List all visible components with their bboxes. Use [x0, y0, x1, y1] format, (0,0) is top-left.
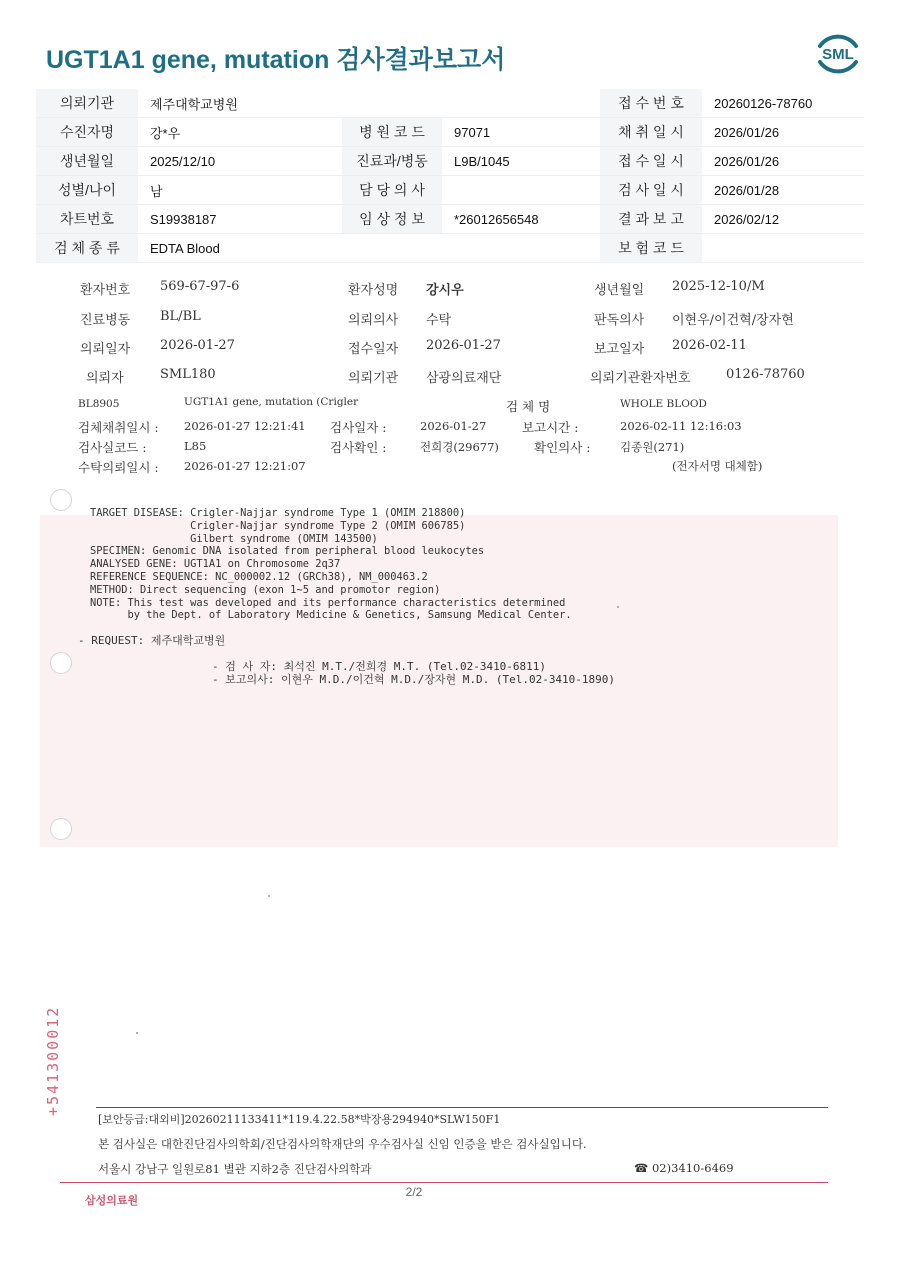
- certification-text: 본 검사실은 대한진단검사의학회/진단검사의학재단의 우수검사실 신임 인증을 받은 검사실입니다.: [98, 1137, 587, 1151]
- report-line: by the Dept. of Laboratory Medicine & Genetics, Samsung Medical Center.: [90, 609, 572, 622]
- info-value: 2026/01/28: [702, 176, 864, 205]
- staff-line: - 검 사 자: 최석진 M.T./전희경 M.T. (Tel.02-3410-6811): [212, 660, 547, 673]
- report-line: METHOD: Direct sequencing (exon 1~5 and promotor region): [90, 583, 441, 596]
- info-value: [702, 234, 864, 263]
- info-label: 보 험 코 드: [600, 234, 702, 263]
- logo-text: SML: [822, 46, 854, 63]
- specimen-name: WHOLE BLOOD: [620, 398, 707, 410]
- info-label: 병 원 코 드: [342, 118, 442, 147]
- info-value: [442, 176, 600, 205]
- referring-doctor: 수탁: [426, 313, 452, 328]
- form-label: 의뢰기관: [348, 371, 399, 386]
- address: 서울시 강남구 일원로81 별관 지하2층 진단검사의학과: [98, 1162, 372, 1176]
- info-value: 2026/01/26: [702, 118, 864, 147]
- punch-hole: [50, 489, 72, 511]
- info-label: 담 당 의 사: [342, 176, 442, 205]
- info-value: S19938187: [138, 205, 342, 234]
- collection-datetime: 2026-01-27 12:21:41: [184, 419, 306, 433]
- test-code: BL8905: [78, 398, 120, 410]
- report-line: TARGET DISEASE: Crigler-Najjar syndrome Type 1 (OMIM 218800): [90, 507, 466, 519]
- info-label: 의뢰기관: [36, 89, 138, 118]
- form-label: 검체채취일시 :: [78, 420, 159, 435]
- patient-name: 강시우: [426, 283, 464, 298]
- info-row: [36, 118, 864, 147]
- info-value: 20260126-78760: [702, 89, 864, 118]
- info-label: 임 상 정 보: [342, 205, 442, 234]
- info-row: [36, 147, 864, 176]
- info-value: 제주대학교병원: [138, 89, 342, 118]
- report-line: Gilbert syndrome (OMIM 143500): [90, 532, 378, 545]
- info-value: 2026/02/12: [702, 205, 864, 234]
- info-label: 진료과/병동: [342, 147, 442, 176]
- patient-number: 569-67-97-6: [160, 279, 240, 294]
- form-label: 수탁의뢰일시 :: [78, 460, 159, 475]
- requester: SML180: [160, 367, 216, 382]
- form-label: 확인의사 :: [534, 440, 591, 455]
- form-label: 접수일자: [348, 342, 399, 357]
- brand-name: 삼성의료원: [85, 1194, 139, 1207]
- form-label: 보고일자: [594, 342, 645, 357]
- info-label: 생년월일: [36, 147, 138, 176]
- info-row: [36, 89, 864, 118]
- footer-divider: [96, 1107, 828, 1108]
- side-serial-number: +541300012: [44, 1005, 62, 1116]
- electronic-signature-note: (전자서명 대체함): [672, 459, 763, 473]
- security-line: [보안등급:대외비]20260211133411*119.4.22.58*박장용294940*SLW150F1: [98, 1113, 501, 1126]
- info-value: *26012656548: [442, 205, 600, 234]
- page-title: UGT1A1 gene, mutation 검사결과보고서: [46, 46, 506, 74]
- form-label: 환자성명: [348, 283, 399, 298]
- birth-date: 2025-12-10/M: [672, 279, 765, 294]
- info-label: 접 수 번 호: [600, 89, 702, 118]
- info-value: 2026/01/26: [702, 147, 864, 176]
- info-row: [36, 205, 864, 234]
- report-line: REFERENCE SEQUENCE: NC_000002.12 (GRCh38), NM_000463.2: [90, 571, 428, 583]
- info-value: EDTA Blood: [138, 234, 342, 263]
- form-label: 의뢰일자: [80, 342, 131, 357]
- exam-confirmer: 전희경(29677): [420, 440, 499, 454]
- form-label: 보고시간 :: [522, 420, 579, 435]
- footer-accent-line: [60, 1182, 828, 1183]
- info-label: 검 체 종 류: [36, 234, 138, 263]
- report-date: 2026-02-11: [672, 338, 747, 353]
- sml-logo: [812, 28, 864, 80]
- form-label: 의뢰자: [86, 371, 124, 386]
- patient-info-table: [36, 89, 864, 263]
- info-value: [442, 234, 600, 263]
- form-label: 의뢰기관환자번호: [590, 371, 691, 386]
- speck: [268, 895, 270, 897]
- outsource-datetime: 2026-01-27 12:21:07: [184, 459, 306, 473]
- exam-date: 2026-01-27: [420, 419, 487, 433]
- receipt-date: 2026-01-27: [426, 338, 501, 353]
- speck: [617, 606, 619, 608]
- form-label: 진료병동: [80, 313, 131, 328]
- info-label: 채 취 일 시: [600, 118, 702, 147]
- info-value: [442, 89, 600, 118]
- request-date: 2026-01-27: [160, 338, 235, 353]
- info-label: 수진자명: [36, 118, 138, 147]
- info-label: 접 수 일 시: [600, 147, 702, 176]
- form-label: 검사일자 :: [330, 420, 387, 435]
- info-label: 결 과 보 고: [600, 205, 702, 234]
- institution-patient-number: 0126-78760: [726, 367, 805, 382]
- info-label: 검 사 일 시: [600, 176, 702, 205]
- report-line: NOTE: This test was developed and its performance characteristics determined: [90, 596, 566, 609]
- form-label: 환자번호: [80, 283, 131, 298]
- form-label: 판독의사: [594, 313, 645, 328]
- speck: [136, 1032, 138, 1034]
- info-value: 97071: [442, 118, 600, 147]
- info-value: L9B/1045: [442, 147, 600, 176]
- request-line: - REQUEST: 제주대학교병원: [78, 634, 226, 647]
- lab-code: L85: [184, 439, 207, 453]
- punch-hole: [50, 652, 72, 674]
- form-label: 의뢰의사: [348, 313, 399, 328]
- form-label: 생년월일: [594, 283, 645, 298]
- info-label: [342, 89, 442, 118]
- ward: BL/BL: [160, 309, 201, 324]
- info-label: [342, 234, 442, 263]
- phone-number: ☎ 02)3410-6469: [634, 1161, 734, 1175]
- info-label: 성별/나이: [36, 176, 138, 205]
- info-value: 남: [138, 176, 342, 205]
- staff-line: - 보고의사: 이현우 M.D./이건혁 M.D./장자현 M.D. (Tel.02-3410-1890): [212, 673, 616, 686]
- confirming-doctor: 김종원(271): [620, 440, 685, 454]
- report-line: ANALYSED GENE: UGT1A1 on Chromosome 2q37: [90, 558, 341, 571]
- test-name: UGT1A1 gene, mutation (Crigler: [184, 396, 359, 408]
- punch-hole: [50, 818, 72, 840]
- specimen-label: 검 체 명: [506, 399, 551, 414]
- form-label: 검사실코드 :: [78, 440, 147, 455]
- report-time: 2026-02-11 12:16:03: [620, 419, 742, 433]
- info-row: [36, 234, 864, 263]
- report-line: SPECIMEN: Genomic DNA isolated from peripheral blood leukocytes: [90, 545, 485, 558]
- info-value: 2025/12/10: [138, 147, 342, 176]
- form-label: 검사확인 :: [330, 440, 387, 455]
- report-line: Crigler-Najjar syndrome Type 2 (OMIM 606785): [90, 519, 466, 532]
- info-row: [36, 176, 864, 205]
- info-value: 강*우: [138, 118, 342, 147]
- info-label: 차트번호: [36, 205, 138, 234]
- reading-doctor: 이현우/이건혁/장자현: [672, 313, 794, 328]
- page-number: 2/2: [405, 1185, 423, 1199]
- referring-institution: 삼광의료재단: [426, 371, 502, 386]
